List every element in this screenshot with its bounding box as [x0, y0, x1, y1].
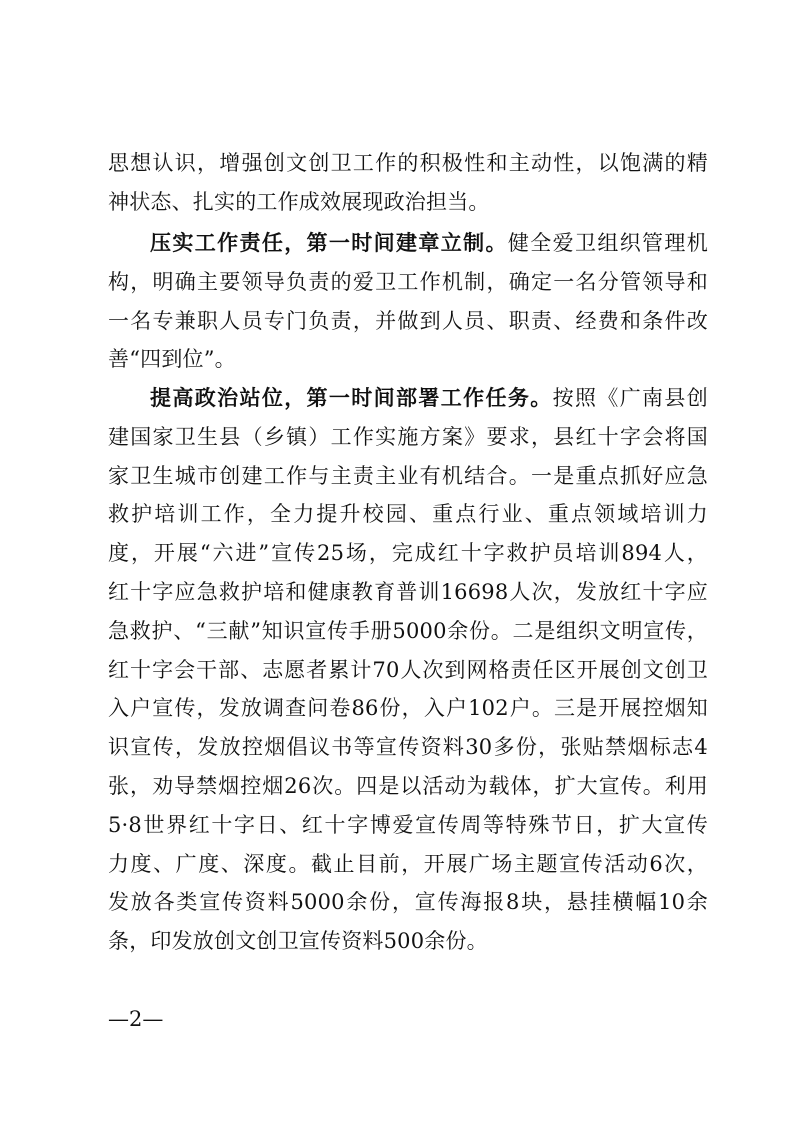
paragraph-2-line-3: 一名专兼职人员专门负责，并做到人员、职责、经费和条件改: [108, 309, 708, 333]
paragraph-1-line-1: 思想认识，增强创文创卫工作的积极性和主动性，以饱满的精: [108, 151, 708, 175]
paragraph-2-line-4: 善“四到位”。: [108, 347, 236, 371]
paragraph-3-line-11: 张，劝导禁烟控烟26次。四是以活动为载体，扩大宣传。利用: [108, 774, 708, 798]
paragraph-3-line-6: 红十字应急救护培和健康教育普训16698人次，发放红十字应: [108, 580, 708, 604]
paragraph-3-line-14: 发放各类宣传资料5000余份，宣传海报8块，悬挂横幅10余: [108, 890, 708, 914]
paragraph-2-line-2: 构，明确主要领导负责的爱卫工作机制，确定一名分管领导和: [108, 270, 708, 294]
paragraph-3-line-1-text: 按照《广南县创: [552, 386, 708, 410]
paragraph-3-line-3: 家卫生城市创建工作与主责主业有机结合。一是重点抓好应急: [108, 464, 708, 488]
paragraph-3-heading: 提高政治站位，第一时间部署工作任务。: [150, 385, 553, 410]
paragraph-3-line-8: 红十字会干部、志愿者累计70人次到网格责任区开展创文创卫: [108, 658, 708, 682]
paragraph-3-line-4: 救护培训工作，全力提升校园、重点行业、重点领域培训力: [108, 502, 708, 526]
paragraph-3-line-9: 入户宣传，发放调查问卷86份，入户102户。三是开展控烟知: [108, 696, 708, 720]
paragraph-2-line-1: [108, 226, 708, 260]
paragraph-3-line-7: 急救护、“三献”知识宣传手册5000余份。二是组织文明宣传，: [108, 619, 708, 643]
paragraph-3-line-15: 条，印发放创文创卫宣传资料500余份。: [108, 929, 488, 953]
page-number: —2—: [108, 1007, 164, 1031]
paragraph-3-line-13: 力度、广度、深度。截止目前，开展广场主题宣传活动6次，: [108, 852, 708, 876]
paragraph-3-line-2: 建国家卫生县（乡镇）工作实施方案》要求，县红十字会将国: [108, 425, 708, 449]
paragraph-1-line-2: 神状态、扎实的工作成效展现政治担当。: [108, 190, 490, 214]
paragraph-2-line-1-text: 健全爱卫组织管理机: [507, 231, 708, 255]
paragraph-3-line-5: 度，开展“六进”宣传25场，完成红十字救护员培训894人，: [108, 541, 708, 565]
paragraph-3-line-12: 5·8世界红十字日、红十字博爱宣传周等特殊节日，扩大宣传: [108, 813, 708, 837]
paragraph-2-heading: 压实工作责任，第一时间建章立制。: [150, 230, 508, 255]
paragraph-3-line-10: 识宣传，发放控烟倡议书等宣传资料30多份，张贴禁烟标志4: [108, 735, 708, 759]
paragraph-3-line-1: [108, 381, 708, 415]
